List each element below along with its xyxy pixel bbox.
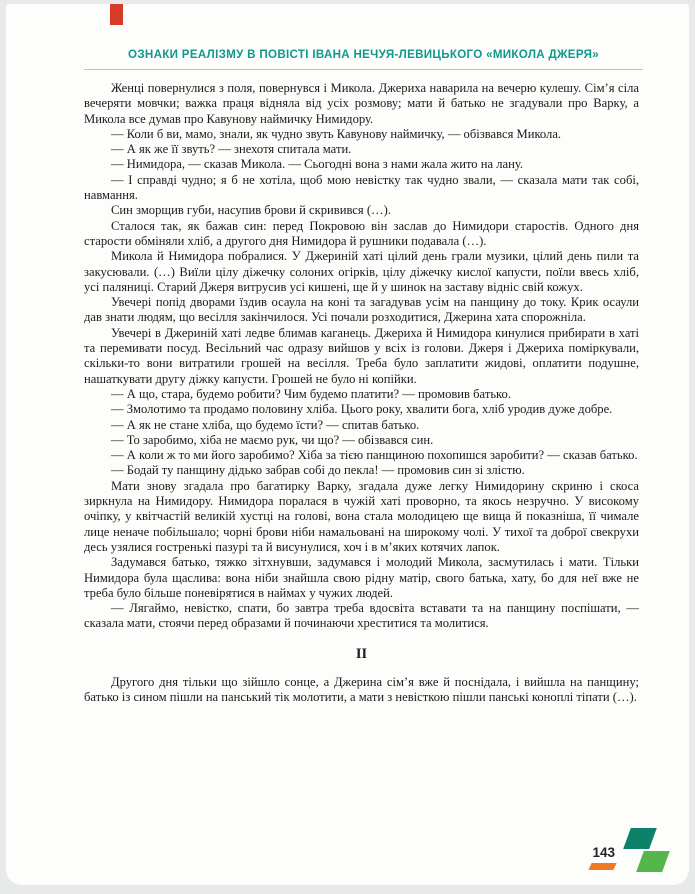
paragraph: Увечері попід дворами їздив осаула на коні та загадував усім на панщину до току. Крик осаули дав знати людям, що весілля закінчилося. Усі почали розходитися, Джерина хата спорожніла.: [84, 295, 639, 325]
paragraph: — А коли ж то ми його заробимо? Хіба за тією панщиною похопишся заробити? — сказав батько.: [111, 448, 638, 463]
paragraph: — То заробимо, хіба не маємо рук, чи що? — обізвався син.: [111, 432, 434, 447]
paragraph: Женці повернулися з поля, повернувся і Микола. Джериха наварила на вечерю кулешу. Сім’я сіла вечеряти мовчки; важка праця відняла від усіх розмову; мати й батько не згадували про Варку, а Микола все думав про Кавунову наймичку Нимидору.: [84, 81, 639, 126]
paragraph: Задумався батько, тяжко зітхнувши, задумався і молодий Микола, засмутилась і мати. Тільки Нимидора була щаслива: вона ніби знайшла свою рідну матір, свого батька, хату, бо для неї вже не треба було більше поневірятися в наймах у чужих людей.: [84, 555, 639, 600]
paragraph: Увечері в Джериній хаті ледве блимав каганець. Джериха й Нимидора кинулися прибирати в хаті та перемивати посуд. Весільний час одразу вийшов у всіх із голови. Джеря і Джериха поміркували, скільки-то вони витратили грошей на весілля. Треба було заплатити жидові, оплатити подушне, нашаткувати другу діжку капусти. Грошей не було ні копійки.: [84, 325, 639, 386]
page-title: ОЗНАКИ РЕАЛІЗМУ В ПОВІСТІ ІВАНА НЕЧУЯ-ЛЕВИЦЬКОГО «МИКОЛА ДЖЕРЯ»: [128, 48, 599, 61]
paragraph: — Нимидора, — сказав Микола. — Сьогодні вона з нами жала жито на лану.: [111, 157, 524, 172]
paragraph: Сталося так, як бажав син: перед Покровою він заслав до Нимидори старостів. Одного дня старости обміняли хліб, а другого дня Нимидора й рушники подавала (…).: [84, 218, 639, 248]
paragraph: Мати знову згадала про багатирку Варку, згадала дуже легку Нимидорину скриню і скоса зиркнула на Нимидору. Нимидора поралася в чужій хаті проворно, та якось незручно. У високому очіпку, у квітчастій великій хустці на голові, вона стала молодицею ще вища й показніша, її чимале лице неначе побільшало; чорні брови ніби намальовані на широкому чолі. У тихої та доброї свекрухи десь узялися гостренькі пазурі та й висунулися, хоч і в м’яких котячих лапок.: [84, 478, 639, 554]
text-content: [84, 81, 639, 706]
paragraph: — Коли б ви, мамо, знали, як чудно звуть Кавунову наймичку, — обізвався Микола.: [111, 126, 562, 141]
red-bookmark-tab-icon: [110, 4, 123, 25]
paragraph: — Бодай ту панщину дідько забрав собі до пекла! — промовив син зі злістю.: [111, 463, 525, 478]
book-page: [6, 4, 689, 885]
header-divider: [84, 69, 643, 70]
orange-strip-icon: [588, 863, 616, 870]
paragraph: — А що, стара, будемо робити? Чим будемо платити? — промовив батько.: [111, 386, 511, 401]
logo-light-green-shape-icon: [636, 851, 670, 872]
paragraph: Другого дня тільки що зійшло сонце, а Джерина сім’я вже й поснідала, і вийшла на панщину; батько із сином пішли на панський тік молотити, а мати з невісткою пішли панські коноплі тіпати (…).: [84, 674, 639, 705]
section-heading: II: [355, 645, 368, 662]
logo-dark-green-shape-icon: [623, 828, 657, 849]
paragraph: — Лягаймо, невістко, спати, бо завтра треба вдосвіта вставати та на панщину поспішати, — сказала мати, стоячи перед образами й починаючи хреститися та молитися.: [84, 601, 639, 631]
paragraph: — А як не стане хліба, що будемо їсти? — спитав батько.: [111, 417, 420, 432]
page-number: 143: [592, 845, 615, 860]
paragraph: Микола й Нимидора побралися. У Джериній хаті цілий день грали музики, цілий день пили та закусювали. (…) Виїли цілу діжечку солоних огірків, цілу діжечку кислої капусти, поїли ввесь хліб, усі паляниці. Старий Джеря витрусив усі кишені, ще й у шинок на заставу відніс свій кожух.: [84, 249, 639, 294]
paragraph: — І справді чудно; я б не хотіла, щоб мою невістку так чудно звали, — сказала мати так собі, навмання.: [84, 172, 639, 203]
paragraph: — А як же її звуть? — знехотя спитала мати.: [111, 142, 352, 157]
paragraph: Син зморщив губи, насупив брови й скривився (…).: [111, 203, 391, 218]
paragraph: — Змолотимо та продамо половину хліба. Цього року, хвалити бога, хліб уродив дуже добре.: [111, 402, 613, 417]
publisher-logo-icon: [623, 828, 677, 876]
